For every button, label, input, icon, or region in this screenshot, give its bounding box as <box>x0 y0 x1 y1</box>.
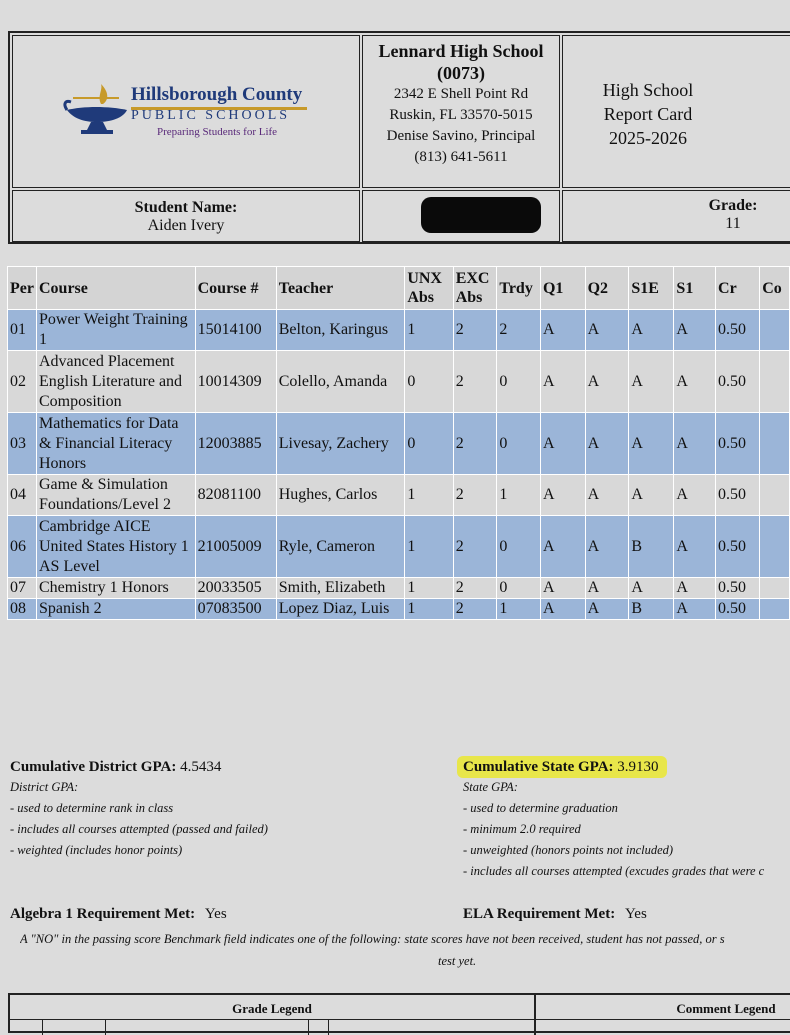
cell-per: 08 <box>8 599 37 620</box>
district-gpa-value: 4.5434 <box>180 759 222 775</box>
cell-exc: 2 <box>453 475 497 516</box>
cell-q2: A <box>585 413 629 475</box>
state-gpa-value: 3.9130 <box>617 759 659 775</box>
school-address-line1: 2342 E Shell Point Rd <box>393 86 529 102</box>
district-logo-cell <box>12 35 360 188</box>
table-header-row <box>8 267 790 310</box>
cell-per: 02 <box>8 351 37 413</box>
district-gpa-block <box>10 757 430 861</box>
cell-cr: 0.50 <box>716 516 760 578</box>
district-gpa-note: - includes all courses attempted (passed and failed) <box>10 822 268 836</box>
cell-unx: 1 <box>405 516 453 578</box>
state-gpa-sub: State GPA: <box>463 780 518 794</box>
cell-cr: 0.50 <box>716 599 760 620</box>
legend-col-divider <box>42 1019 43 1035</box>
cell-q2: A <box>585 310 629 351</box>
state-gpa-block <box>457 757 790 882</box>
algebra-requirement-label: Algebra 1 Requirement Met: <box>10 906 196 922</box>
cell-co <box>760 599 790 620</box>
school-address-line2: Ruskin, FL 33570-5015 <box>389 107 533 123</box>
cell-course: Chemistry 1 Honors <box>36 578 195 599</box>
school-code: (0073) <box>437 63 485 83</box>
cell-course: Spanish 2 <box>36 599 195 620</box>
cell-s1e: A <box>629 413 674 475</box>
cell-cr: 0.50 <box>716 578 760 599</box>
cell-course: Mathematics for Data & Financial Literacy Honors <box>36 413 195 475</box>
student-name: Aiden Ivery <box>147 217 225 234</box>
cell-teacher: Lopez Diaz, Luis <box>276 599 405 620</box>
cell-co <box>760 413 790 475</box>
cell-exc: 2 <box>453 413 497 475</box>
cell-s1: A <box>674 351 716 413</box>
cell-s1: A <box>674 599 716 620</box>
col-header: UNX Abs <box>405 267 453 310</box>
col-header: S1E <box>629 267 674 310</box>
table-row <box>8 516 790 578</box>
school-name: Lennard High School <box>378 41 544 61</box>
cell-cr: 0.50 <box>716 413 760 475</box>
legend-col-divider <box>328 1019 329 1035</box>
state-gpa-note: - minimum 2.0 required <box>463 822 581 836</box>
lamp-of-learning-icon <box>63 84 133 136</box>
cell-co <box>760 475 790 516</box>
cell-q1: A <box>540 413 585 475</box>
cell-exc: 2 <box>453 351 497 413</box>
cell-teacher: Ryle, Cameron <box>276 516 405 578</box>
cell-unx: 1 <box>405 475 453 516</box>
cell-exc: 2 <box>453 578 497 599</box>
redaction-block <box>421 197 541 233</box>
ela-requirement-value: Yes <box>624 906 647 922</box>
cell-teacher: Livesay, Zachery <box>276 413 405 475</box>
cell-q1: A <box>540 310 585 351</box>
cell-per: 04 <box>8 475 37 516</box>
ela-requirement <box>463 906 647 923</box>
student-name-label: Student Name: <box>134 199 238 216</box>
cell-co <box>760 310 790 351</box>
cell-s1e: B <box>629 516 674 578</box>
cell-trdy: 0 <box>497 516 541 578</box>
cell-trdy: 0 <box>497 413 541 475</box>
cell-q1: A <box>540 516 585 578</box>
cell-teacher: Colello, Amanda <box>276 351 405 413</box>
district-tagline: Preparing Students for Life <box>157 126 278 138</box>
cell-course-num: 21005009 <box>195 516 276 578</box>
cell-co <box>760 351 790 413</box>
col-header: Course # <box>195 267 276 310</box>
grade-block <box>563 197 790 233</box>
report-title-line2: Report Card <box>603 104 693 124</box>
algebra-requirement <box>10 906 227 923</box>
report-title-line1: High School <box>602 80 694 100</box>
state-gpa-line <box>457 757 790 777</box>
cell-course: Game & Simulation Foundations/Level 2 <box>36 475 195 516</box>
cell-s1: A <box>674 475 716 516</box>
cell-q2: A <box>585 578 629 599</box>
district-name: Hillsborough County <box>131 84 303 105</box>
benchmark-note <box>20 932 790 947</box>
cell-unx: 1 <box>405 578 453 599</box>
table-row <box>8 413 790 475</box>
state-gpa-note: - includes all courses attempted (excudes grades that were c <box>463 864 765 878</box>
cell-course-num: 20033505 <box>195 578 276 599</box>
cell-trdy: 0 <box>497 578 541 599</box>
cell-per: 03 <box>8 413 37 475</box>
cell-trdy: 1 <box>497 475 541 516</box>
comment-legend-title: Comment Legend <box>676 1001 776 1016</box>
cell-teacher: Smith, Elizabeth <box>276 578 405 599</box>
benchmark-note-line1: A "NO" in the passing score Benchmark field indicates one of the following: state scores have not been received, student has not passed, or s <box>20 932 725 946</box>
cell-trdy: 1 <box>497 599 541 620</box>
col-header: Teacher <box>276 267 405 310</box>
benchmark-note-line2: test yet. <box>438 954 477 968</box>
student-id-cell <box>362 190 560 242</box>
grade-label: Grade: <box>708 197 758 214</box>
cell-course: Cambridge AICE United States History 1 AS Level <box>36 516 195 578</box>
grade-cell <box>562 190 790 242</box>
col-header: Q2 <box>585 267 629 310</box>
grade-value: 11 <box>725 215 741 232</box>
col-header: Co <box>760 267 790 310</box>
cell-teacher: Belton, Karingus <box>276 310 405 351</box>
district-gpa-note: - weighted (includes honor points) <box>10 843 183 857</box>
cell-s1: A <box>674 578 716 599</box>
table-row <box>8 351 790 413</box>
cell-course-num: 82081100 <box>195 475 276 516</box>
grade-legend-title: Grade Legend <box>232 1001 312 1016</box>
cell-course: Advanced Placement English Literature and Composition <box>36 351 195 413</box>
cell-q2: A <box>585 351 629 413</box>
cell-q2: A <box>585 516 629 578</box>
col-header: Trdy <box>497 267 541 310</box>
cell-trdy: 2 <box>497 310 541 351</box>
legend-col-divider <box>105 1019 106 1035</box>
state-gpa-note: - unweighted (honors points not included) <box>463 843 674 857</box>
col-header: S1 <box>674 267 716 310</box>
cell-exc: 2 <box>453 516 497 578</box>
report-year: 2025-2026 <box>609 128 687 148</box>
cell-cr: 0.50 <box>716 475 760 516</box>
district-gpa-label: Cumulative District GPA: <box>10 759 177 775</box>
cell-s1e: B <box>629 599 674 620</box>
cell-cr: 0.50 <box>716 351 760 413</box>
cell-unx: 1 <box>405 310 453 351</box>
col-header: Per <box>8 267 37 310</box>
cell-q1: A <box>540 351 585 413</box>
table-row <box>8 310 790 351</box>
cell-q1: A <box>540 578 585 599</box>
cell-per: 06 <box>8 516 37 578</box>
cell-s1: A <box>674 413 716 475</box>
state-gpa-note: - used to determine graduation <box>463 801 618 815</box>
cell-course-num: 12003885 <box>195 413 276 475</box>
cell-per: 01 <box>8 310 37 351</box>
col-header: Cr <box>716 267 760 310</box>
cell-co <box>760 516 790 578</box>
legend-box <box>8 993 790 1033</box>
legend-col-divider <box>308 1019 309 1035</box>
cell-s1e: A <box>629 578 674 599</box>
cell-exc: 2 <box>453 310 497 351</box>
algebra-requirement-value: Yes <box>204 906 227 922</box>
table-row <box>8 578 790 599</box>
cell-unx: 1 <box>405 599 453 620</box>
cell-q1: A <box>540 599 585 620</box>
school-info-cell <box>362 35 560 188</box>
cell-per: 07 <box>8 578 37 599</box>
cell-course-num: 15014100 <box>195 310 276 351</box>
cell-co <box>760 578 790 599</box>
cell-s1e: A <box>629 310 674 351</box>
district-subtitle: PUBLIC SCHOOLS <box>131 108 291 123</box>
report-title-block <box>563 78 733 150</box>
ela-requirement-label: ELA Requirement Met: <box>463 906 616 922</box>
state-gpa-highlight <box>457 756 667 778</box>
table-row <box>8 475 790 516</box>
cell-exc: 2 <box>453 599 497 620</box>
cell-course-num: 07083500 <box>195 599 276 620</box>
col-header: EXC Abs <box>453 267 497 310</box>
cell-unx: 0 <box>405 413 453 475</box>
cell-q2: A <box>585 599 629 620</box>
state-gpa-label: Cumulative State GPA: <box>463 759 614 775</box>
report-title-cell <box>562 35 790 188</box>
report-header <box>8 31 790 244</box>
cell-s1e: A <box>629 351 674 413</box>
cell-teacher: Hughes, Carlos <box>276 475 405 516</box>
cell-q1: A <box>540 475 585 516</box>
col-header: Course <box>36 267 195 310</box>
student-name-cell <box>12 190 360 242</box>
table-row <box>8 599 790 620</box>
cell-s1e: A <box>629 475 674 516</box>
col-header: Q1 <box>540 267 585 310</box>
cell-course-num: 10014309 <box>195 351 276 413</box>
district-gpa-note: - used to determine rank in class <box>10 801 174 815</box>
district-gpa-line <box>10 757 430 777</box>
cell-s1: A <box>674 310 716 351</box>
school-principal: Denise Savino, Principal <box>386 128 536 144</box>
cell-s1: A <box>674 516 716 578</box>
cell-course: Power Weight Training 1 <box>36 310 195 351</box>
district-gpa-sub: District GPA: <box>10 780 79 794</box>
course-table <box>7 266 790 620</box>
school-phone: (813) 641-5611 <box>414 149 508 165</box>
legend-rule <box>10 1019 790 1020</box>
cell-cr: 0.50 <box>716 310 760 351</box>
cell-q2: A <box>585 475 629 516</box>
cell-unx: 0 <box>405 351 453 413</box>
cell-trdy: 0 <box>497 351 541 413</box>
